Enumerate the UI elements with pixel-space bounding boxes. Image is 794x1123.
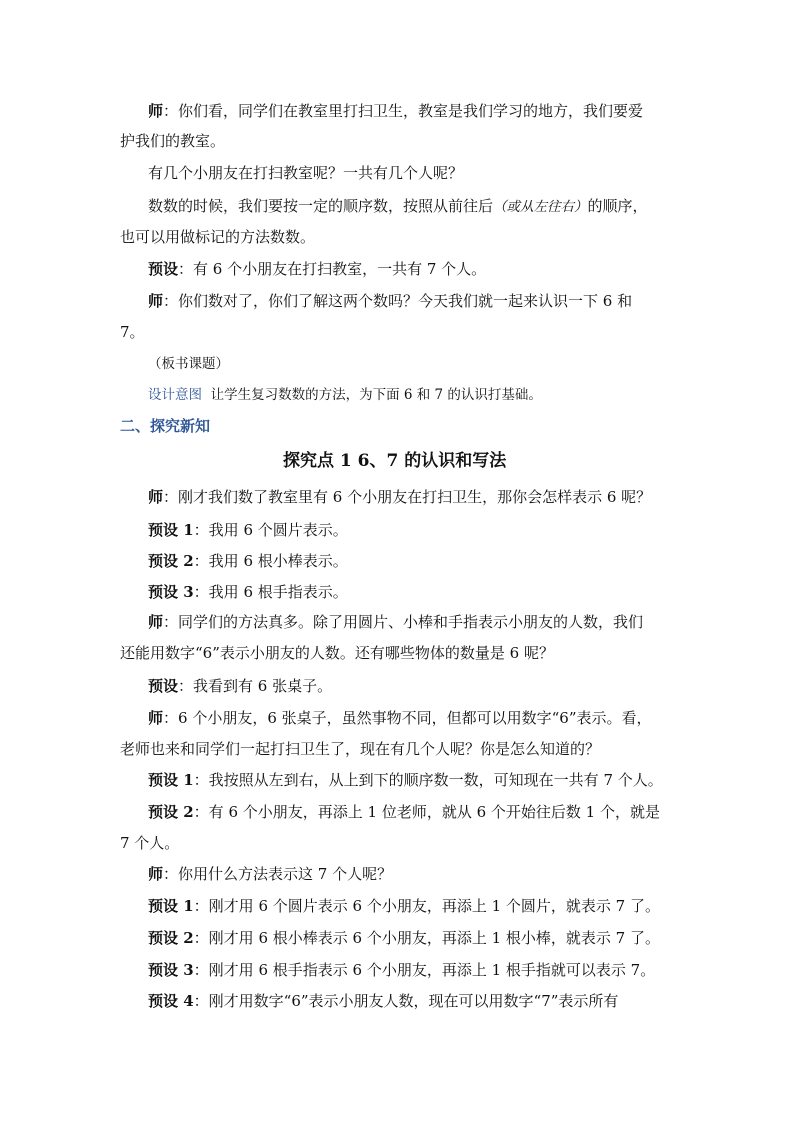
explore-point-title: 探究点 1 6、7 的认识和写法 bbox=[283, 451, 507, 471]
dialogue-text: ：我用 6 根小棒表示。 bbox=[193, 552, 348, 570]
dialogue-line bbox=[148, 928, 660, 948]
section-heading: 二、探究新知 bbox=[120, 417, 211, 435]
paragraph-counting-order bbox=[148, 196, 648, 217]
paragraph-text: ：你们数对了，你们了解这两个数吗？今天我们就一起来认识一下 6 和 bbox=[163, 292, 633, 310]
paragraph-preset bbox=[148, 259, 486, 279]
dialogue-text: ：我按照从左到右，从上到下的顺序数一数，可知现在一共有 7 个人。 bbox=[193, 771, 663, 789]
paragraph-continuation: 7。 bbox=[120, 323, 145, 341]
speaker-label: 师 bbox=[148, 292, 164, 310]
speaker-label: 预设 2 bbox=[148, 929, 194, 947]
speaker-label: 师 bbox=[148, 709, 164, 727]
dialogue-line bbox=[148, 520, 348, 540]
dialogue-text: ：同学们的方法真多。除了用圆片、小棒和手指表示小朋友的人数，我们 bbox=[163, 613, 644, 631]
speaker-label: 师 bbox=[148, 613, 164, 631]
dialogue-text: ：刚才用 6 根手指表示 6 个小朋友，再添上 1 根手指就可以表示 7。 bbox=[193, 961, 656, 979]
dialogue-text: ：刚才用 6 个圆片表示 6 个小朋友，再添上 1 个圆片，就表示 7 了。 bbox=[193, 897, 660, 915]
paragraph-teacher-question bbox=[148, 291, 632, 311]
speaker-label: 预设 2 bbox=[148, 552, 194, 570]
dialogue-continuation: 7 个人。 bbox=[120, 834, 180, 852]
paragraph-text: ：有 6 个小朋友在打扫教室，一共有 7 个人。 bbox=[178, 260, 487, 278]
dialogue-line bbox=[148, 582, 348, 602]
speaker-label: 预设 2 bbox=[148, 803, 194, 821]
speaker-label: 师 bbox=[148, 865, 164, 883]
dialogue-text: ：6 个小朋友，6 张桌子，虽然事物不同，但都可以用数字“6”表示。看， bbox=[163, 709, 652, 727]
paragraph-continuation: 也可以用做标记的方法数数。 bbox=[120, 228, 316, 246]
dialogue-line bbox=[148, 612, 643, 632]
paragraph-text: 的顺序， bbox=[587, 197, 648, 215]
dialogue-line bbox=[148, 708, 652, 728]
dialogue-text: ：我用 6 个圆片表示。 bbox=[193, 521, 348, 539]
speaker-label: 预设 1 bbox=[148, 771, 194, 789]
speaker-label: 预设 4 bbox=[148, 992, 194, 1010]
speaker-label: 师 bbox=[148, 488, 164, 506]
dialogue-line bbox=[148, 676, 332, 696]
dialogue-line bbox=[148, 802, 660, 822]
paragraph-question: 有几个小朋友在打扫教室呢？一共有几个人呢？ bbox=[148, 164, 464, 182]
dialogue-continuation: 还能用数字“6”表示小朋友的人数。还有哪些物体的数量是 6 呢？ bbox=[120, 644, 554, 662]
speaker-label: 预设 3 bbox=[148, 583, 194, 601]
dialogue-text: ：我看到有 6 张桌子。 bbox=[178, 677, 333, 695]
speaker-label: 预设 1 bbox=[148, 897, 194, 915]
speaker-label: 预设 bbox=[148, 260, 179, 278]
dialogue-line bbox=[148, 896, 660, 916]
dialogue-text: ：你用什么方法表示这 7 个人呢？ bbox=[163, 865, 393, 883]
dialogue-text: ：刚才用 6 根小棒表示 6 个小朋友，再添上 1 根小棒，就表示 7 了。 bbox=[193, 929, 660, 947]
dialogue-line bbox=[148, 864, 392, 884]
design-intent-text: 让学生复习数数的方法，为下面 6 和 7 的认识打基础。 bbox=[210, 387, 542, 403]
dialogue-text: ：有 6 个小朋友，再添上 1 位老师，就从 6 个开始往后数 1 个，就是 bbox=[193, 803, 660, 821]
paragraph-text: ：你们看，同学们在教室里打扫卫生，教室是我们学习的地方，我们要爱 bbox=[163, 102, 644, 120]
blackboard-title-note: （板书课题） bbox=[148, 356, 229, 372]
speaker-label: 预设 1 bbox=[148, 521, 194, 539]
design-intent bbox=[148, 385, 542, 405]
speaker-label: 预设 3 bbox=[148, 961, 194, 979]
dialogue-text: ：刚才用数字“6”表示小朋友人数，现在可以用数字“7”表示所有 bbox=[193, 992, 619, 1010]
design-intent-label: 设计意图 bbox=[148, 387, 202, 403]
dialogue-line bbox=[148, 770, 663, 790]
dialogue-continuation: 老师也来和同学们一起打扫卫生了，现在有几个人呢？你是怎么知道的？ bbox=[120, 740, 601, 758]
speaker-label: 师 bbox=[148, 102, 164, 120]
dialogue-line bbox=[148, 551, 348, 571]
dialogue-text: ：我用 6 根手指表示。 bbox=[193, 583, 348, 601]
dialogue-text: ：刚才我们数了教室里有 6 个小朋友在打扫卫生，那你会怎样表示 6 呢？ bbox=[163, 488, 652, 506]
dialogue-line bbox=[148, 960, 655, 980]
paragraph-continuation: 护我们的教室。 bbox=[120, 132, 226, 150]
dialogue-line bbox=[148, 991, 618, 1011]
paragraph-teacher-intro bbox=[148, 101, 643, 121]
paragraph-text: 数数的时候，我们要按一定的顺序数，按照从前往后 bbox=[148, 197, 494, 215]
dialogue-line bbox=[148, 487, 651, 507]
parenthetical-note: （或从左往右） bbox=[493, 199, 588, 215]
speaker-label: 预设 bbox=[148, 677, 179, 695]
